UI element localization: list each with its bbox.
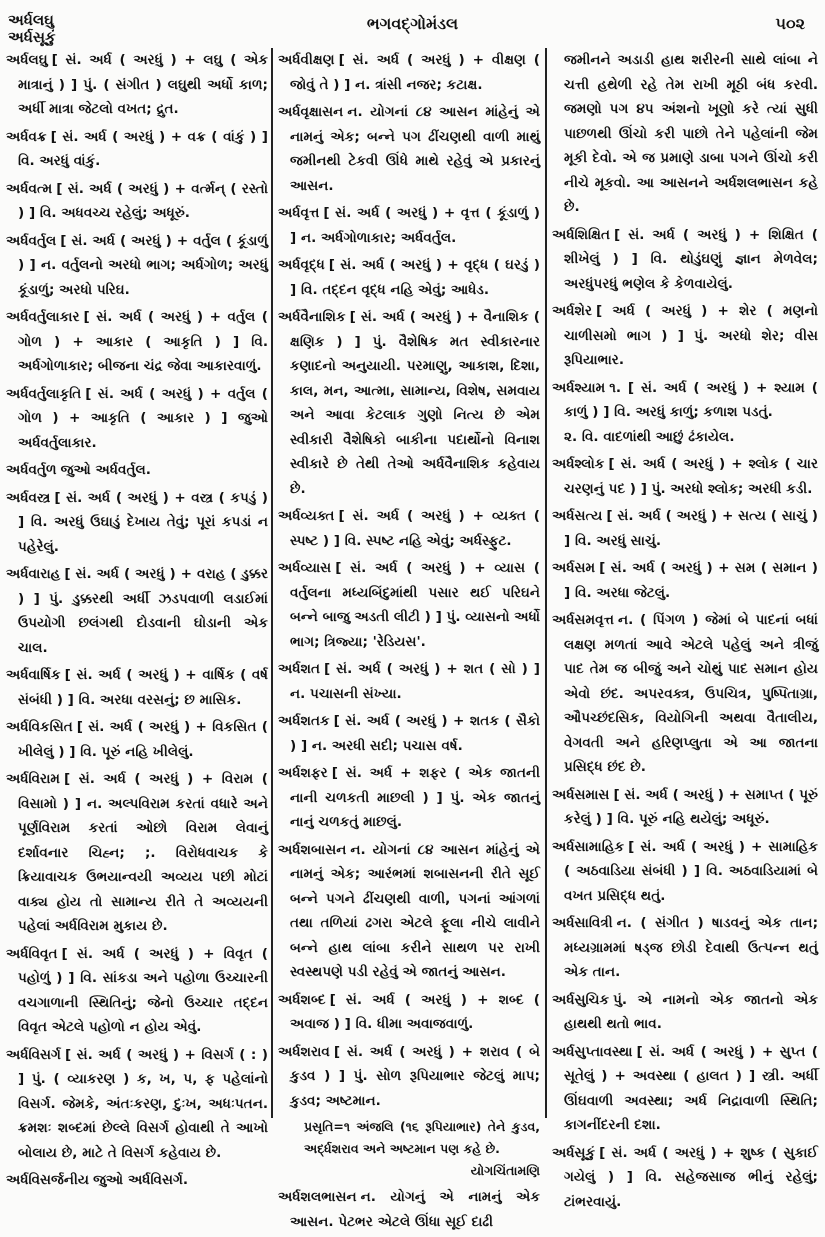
dictionary-entry <box>278 761 540 835</box>
entry-headword: અર્ધલઘુ <box>6 52 48 68</box>
entry-definition: ન. યોગનાં ૮૪ આસન માંહેનું એ નામનું એક; બન્ને પગ ઢીંચણથી વાળી માથું જમીનથી ટેકવી ઊંધે માથે રહેવું એ પ્રકારનું આસન. <box>290 104 540 194</box>
entry-headword: અર્ધસત્ય <box>552 508 603 524</box>
entry-definition: ન. ( પિંગળ ) જેમાં બે પાદનાં બધાં લક્ષણ મળતાં આવે એટલે પહેલું અને ત્રીજું પાદ તેમ જ બીજું અને ચોથું પાદ સમાન હોય એવો છંદ. અપરવક્ત્ર, ઉપચિત્ર, પુષ્પિતાગ્રા, ઔપચ્છંદસિક, વિયોગિની અથવા વૈતાલીય, વેગવતી અને હરિણપ્લુતા એ આ જાતના પ્રસિદ્ધ છંદ છે. <box>564 612 818 775</box>
entry-headword: અર્ધવસ્ત્ર <box>6 489 51 506</box>
dictionary-entry <box>278 48 540 97</box>
dictionary-entry <box>552 783 818 832</box>
entry-definition: [ સં. અર્ધ ( અરધું ) + સામાહિક ( અઠવાડિયા સંબંધી ) ] વિ. અઠવાડિયામાં બે વખત પ્રસિદ્ધ થતું. <box>564 838 818 904</box>
entry-definition: ૧. [ સં. અર્ધ ( અરધું ) + શ્યામ ( કાળું ) ] વિ. અરધું કાળું; કળાશ પડતું. <box>564 379 818 420</box>
entry-definition: [ સં. અર્ધ ( અરધું ) + સમાપ્ત ( પૂરું કરેલું ) ] વિ. પૂરું નહિ થયેલું; અધૂરું. <box>564 786 818 827</box>
entry-definition: [ સં. અર્ધ ( અરધું ) + શબ્દ ( અવાજ ) ] વિ. ધીમા અવાજવાળું. <box>290 991 540 1032</box>
entry-headword: અર્ધવૃદ્ધ <box>278 257 325 273</box>
entry-headword: અર્ધસુપ્તાવસ્થા <box>552 1043 633 1060</box>
entry-headword: અર્ધવર્તુલ <box>6 232 57 249</box>
entry-definition: [ સં. અર્ધ ( અરધું ) + વર્ત્મન્ ( રસ્તો ) ] વિ. અધવચ્ચ રહેલું; અધૂરું. <box>18 180 268 221</box>
column-divider <box>545 48 547 1118</box>
entry-definition: [ સં. અર્ધ ( અરધું ) + વીક્ષણ ( જોવું તે ) ] ન. ત્રાંસી નજર; કટાક્ષ. <box>290 52 540 93</box>
entry-headword: અર્ધવિકસિત <box>6 719 73 735</box>
dictionary-column-1 <box>6 48 268 1196</box>
entry-definition: [ સં. અર્ધ ( અરધું ) + વાર્ષિક ( વર્ષ સંબંધી ) ] વિ. અરધા વરસનું; છ માસિક. <box>18 667 268 708</box>
entry-definition: ન. યોગનું એ નામનું એક આસન. પેટભર એટલે ઊંધા સૂઈ દાઢી <box>290 1189 540 1230</box>
entry-headword: અર્ધસમાસ <box>552 786 610 803</box>
entry-headword: અર્ધવર્તુલાકાર <box>6 309 80 325</box>
entry-definition: [ સં. અર્ધ ( અરધું ) + સત્ય ( સાચું ) ] વિ. અરધું સાચું. <box>564 508 818 549</box>
dictionary-entry <box>552 223 818 297</box>
dictionary-entry <box>6 1168 268 1193</box>
dictionary-entry <box>278 556 540 654</box>
entry-definition: [ સં. અર્ધ ( અરધું ) + વક્ર ( વાંકું ) ] વિ. અરધું વાંકું. <box>18 128 268 169</box>
dictionary-entry <box>278 1040 540 1114</box>
entry-definition: [ સં. અર્ધ ( અરધું ) + શતક ( સૈકો ) ] ન. અરધી સદી; પચાસ વર્ષ. <box>290 713 540 754</box>
entry-headword: અર્ધવત્મ <box>6 180 53 197</box>
entry-definition: [ સં. અર્ધ ( અરધું ) + વરાહ ( ડુક્કર ) ] પું. ડુક્કરથી અર્ધી ઝડપવાળી લડાઈમાં ઉપયોગી છલંગથી દોડવાની ઘોડાની એક ચાલ. <box>18 566 268 656</box>
dictionary-entry <box>552 376 818 450</box>
entry-headword: અર્ધવિસર્ગ <box>6 1046 61 1063</box>
entry-definition: [ સં. અર્ધ ( અરધું ) + સમ ( સમાન ) ] વિ. અરધા જેટલું. <box>564 560 818 601</box>
dictionary-entry <box>552 504 818 553</box>
entry-headword: અર્ધશરાવ <box>278 1043 330 1060</box>
entry-headword: અર્ધવૃક્ષાસન <box>278 104 344 120</box>
entry-headword: અર્ધશલભાસન <box>278 1189 357 1205</box>
dictionary-entry <box>6 48 268 122</box>
entry-sense-2: ૨. વિ. વાદળાંથી આછું ઢંકાયેલ. <box>564 428 735 445</box>
book-title: ભગવદ્ગોમંડલ <box>366 14 459 33</box>
dictionary-entry <box>6 229 268 303</box>
dictionary-entry <box>278 838 540 985</box>
entry-definition: ન. યોગનાં ૮૪ આસન માંહેનું એ નામનું એક; આરંભમાં શબાસનની રીતે સૂઈ બન્ને પગને ઢીંચણથી વાળી, પગનાં આંગળાં તથા તળિયાં ઢગરા એટલે ફૂલા નીચે લાવીને બન્ને હાથ લાંબા કરીને સાથળ પર રાખી સ્વસ્થપણે પડી રહેવું એ જાતનું આસન. <box>290 841 540 980</box>
dictionary-entry <box>552 452 818 501</box>
dictionary-entry <box>6 305 268 379</box>
entry-headword: અર્ધવૃત્ત <box>278 205 320 221</box>
entry-definition: ન. ( સંગીત ) ષાડવનું એક તાન; મધ્યગ્રામમાં ષડ્જ છોડી દેવાથી ઉત્પન્ન થતું એક તાન. <box>564 915 818 980</box>
entry-headword: અર્ધવિવૃત <box>6 945 58 962</box>
entry-definition: [ સં. અર્ધ ( અરધું ) + વ્યાસ ( વર્તુલના મધ્યબિંદુમાંથી પસાર થઈ પરિઘને બન્ને બાજુ અડતી લીટી ) ] પું. વ્યાસનો અર્ધો ભાગ; ત્રિજ્યા; 'રેડિયસ'. <box>290 560 540 650</box>
entry-definition: [ સં. અર્ધ ( અરધું ) + વિસર્ગ ( : ) ] પું. ( વ્યાકરણ ) ક, ખ, પ, ફ પહેલાંનો વિસર્ગ. જેમકે, અંતઃકરણ, દુઃખ, અધઃપતન. ક્રમશઃ શબ્દમાં છેલ્લે વિસર્ગ હોવાથી તે આખો બોલાય છે, માટે તે વિસર્ગ કહેવાય છે. <box>18 1046 268 1161</box>
dictionary-entry <box>278 709 540 758</box>
dictionary-entry <box>278 305 540 501</box>
entry-definition: [ સં. અર્ધ ( અરધું ) + લઘુ ( એક માત્રાનું ) ] પું. ( સંગીત ) લઘુથી અર્ધો કાળ; અર્ધી માત્રા જેટલો વખત; દ્રુત. <box>18 52 268 117</box>
dictionary-entry <box>552 988 818 1037</box>
entry-headword: અર્ધશતક <box>278 713 330 729</box>
entry-definition: [ સં. અર્ધ ( અરધું ) + વૃદ્ધ ( ઘરડું ) ] વિ. તદ્દન વૃદ્ધ નહિ એવું; આધેડ. <box>290 257 540 298</box>
entry-headword: અર્ધશેર <box>552 303 593 319</box>
entry-definition: [ અર્ધ ( અરધું ) + શેર ( મણનો ચાળીસમો ભાગ ) ] પું. અરધો શેર; વીસ રૂપિયાભાર. <box>564 303 818 368</box>
column-divider <box>271 48 273 1118</box>
entry-headword: અર્ધવૈનાશિક <box>278 309 346 325</box>
citation-source: યોગચિંતામણિ <box>470 1163 540 1178</box>
entry-definition: [ સં. અર્ધ ( અરધું ) + વર્તુલ ( કૂંડાળું ) ] ન. વર્તુલનો અરધો ભાગ; અર્ધગોળ; અરધું કૂંડાળું; અરધો પરિઘ. <box>18 232 268 298</box>
dictionary-entry <box>6 458 268 483</box>
entry-definition: [ સં. અર્ધ + શફર ( એક જાતની નાની ચળકતી માછલી ) ] પું. એક જાતનું નાનું ચળકતું માછલું. <box>290 765 540 830</box>
entry-definition: [ સં. અર્ધ ( અરધું ) + વ્યક્ત ( સ્પષ્ટ ) ] વિ. સ્પષ્ટ નહિ એવું; અર્ધસ્ફુટ. <box>290 508 540 549</box>
dictionary-entry <box>6 663 268 712</box>
entry-definition: [ સં. અર્ધ ( અરધું ) + વિરામ ( વિસામો ) ] ન. અલ્પવિરામ કરતાં વધારે અને પૂર્ણવિરામ કરતાં ઓછો વિરામ લેવાનું દર્શાવનાર ચિહ્ન; ;. વિરોધવાચક કે ક્રિયાવાચક ઉભયાન્વયી અવ્યય પછી મોટાં વાક્ય હોય તો સામાન્ય રીતે તે અવ્યયની પહેલાં અર્ધવિરામ મુકાય છે. <box>18 771 268 934</box>
dictionary-entry <box>278 1185 540 1234</box>
entry-headword: અર્ધવારાહ <box>6 566 61 582</box>
dictionary-entry <box>552 608 818 780</box>
entry-headword: અર્ધશફર <box>278 765 328 781</box>
dictionary-entry <box>6 1043 268 1166</box>
entry-headword: અર્ધવર્તુળ <box>6 462 57 478</box>
entry-definition: જમીનને અડાડી હાથ શરીરની સાથે લાંબા ને ચત્તી હથેળી રહે તેમ રાખી મૂઠી બંધ કરવી. જમણો પગ ૪૫ અંશનો ખૂણો કરે ત્યાં સુધી પાછળથી ઊંચો કરી પાછો તેને પહેલાંની જેમ મૂકી દેવો. એ જ પ્રમાણે ડાબા પગને ઊંચો કરી નીચે મૂકવો. આ આસનને અર્ધશલભાસન કહે છે. <box>564 52 818 215</box>
entry-definition: [ સં. અર્ધ ( અરધું ) + વિકસિત ( ખીલેલું ) ] વિ. પૂરું નહિ ખીલેલું. <box>18 719 268 760</box>
entry-definition: જુઓ અર્ધવિસર્ગ. <box>93 1172 189 1188</box>
dictionary-entry <box>552 1040 818 1138</box>
entry-headword: અર્ધશ્લોક <box>552 456 605 472</box>
entry-headword: અર્ધસમ <box>552 560 596 576</box>
dictionary-entry <box>552 911 818 985</box>
entry-definition: [ સં. અર્ધ ( અરધું ) + શરાવ ( બે કુડવ ) ] પું. સોળ રૂપિયાભાર જેટલું માપ; કુડવ; અષ્ટમાન. <box>290 1043 540 1109</box>
entry-definition: [ સં. અર્ધ ( અરધું ) + શત ( સો ) ] ન. પચાસની સંખ્યા. <box>290 661 540 702</box>
citation-text: પ્રસૃતિ=૧ અંજલિ (૧૬ રૂપિયાભાર) તેને કુડવ, અર્દ્ધશરાવ અને અષ્ટમાન પણ કહે છે. <box>304 1119 540 1156</box>
entry-headword: અર્ધશબાસન <box>278 841 347 858</box>
dictionary-entry <box>6 486 268 560</box>
entry-headword: અર્ધવિસર્જનીય <box>6 1172 90 1188</box>
entry-definition: [ સં. અર્ધ ( અરધું ) + વર્તુલ ( ગોળ ) + આકાર ( આકૃતિ ) ] વિ. અર્ધગોળાકાર; બીજના ચંદ્ર જેવા આકારવાળું. <box>18 309 268 374</box>
entry-definition: [ સં. અર્ધ ( અરધું ) + શ્લોક ( ચાર ચરણનું પદ ) ] પું. અરધો શ્લોક; અરધી કડી. <box>564 456 818 497</box>
dictionary-column-3 <box>552 48 818 1217</box>
dictionary-entry <box>278 253 540 302</box>
entry-citation <box>278 1116 540 1182</box>
dictionary-entry <box>6 715 268 764</box>
entry-headword: અર્ધસુચિક <box>552 991 610 1008</box>
dictionary-entry <box>552 835 818 909</box>
dictionary-entry <box>6 942 268 1040</box>
dictionary-column-2 <box>278 48 540 1237</box>
dictionary-entry <box>278 988 540 1037</box>
entry-definition: જુઓ અર્ધવર્તુલ. <box>60 462 151 478</box>
entry-definition: [ સં. અર્ધ ( અરધું ) + વર્તુલ ( ગોળ ) + આકૃતિ ( આકાર ) ] જુઓ અર્ધવર્તુલાકાર. <box>18 385 268 451</box>
dictionary-entry <box>6 177 268 226</box>
page-header <box>0 8 825 52</box>
entry-headword: અર્ધવક્ર <box>6 128 47 145</box>
entry-headword: અર્ધસાવિત્રી <box>552 915 613 931</box>
entry-continuation <box>552 48 818 220</box>
entry-headword: અર્ધવ્યાસ <box>278 560 332 576</box>
dictionary-entry <box>6 382 268 456</box>
entry-definition: [ સં. અર્ધ ( અરધું ) + સુપ્ત ( સૂતેલું ) + અવસ્થા ( હાલત ) ] સ્ત્રી. અર્ધી ઊંઘવાળી અવસ્થા; અર્ધ નિદ્રાવાળી સ્થિતિ; કાગનીંદરની દશા. <box>564 1043 818 1133</box>
entry-headword: અર્ધવિરામ <box>6 771 60 787</box>
entry-headword: અર્ધવર્તુલાકૃતિ <box>6 385 82 402</box>
entry-definition: પું. એ નામનો એક જાતનો એક હાથથી થતો ભાવ. <box>564 991 818 1032</box>
entry-definition: [ સં. અર્ધ ( અરધું ) + શુષ્ક ( સુકાઈ ગયેલું ) ] વિ. સહેજસાજ ભીનું રહેલું; ટાંભરવાયું. <box>564 1144 818 1210</box>
entry-headword: અર્ધશ્યામ <box>552 379 606 396</box>
entry-headword: અર્ધશિક્ષિત <box>552 226 611 243</box>
entry-headword: અર્ધશબ્દ <box>278 991 326 1008</box>
entry-headword: અર્ધસામાહિક <box>552 838 625 855</box>
guide-word-last: અર્ધસૂકું <box>8 28 56 46</box>
dictionary-entry <box>6 562 268 660</box>
entry-definition: [ સં. અર્ધ ( અરધું ) + વિવૃત ( પહોળું ) ] વિ. સાંકડા અને પહોળા ઉચ્ચારની વચગાળાની સ્થિતિનું; જેનો ઉચ્ચાર તદ્દન વિવૃત એટલે પહોળો ન હોય એવું. <box>18 945 268 1035</box>
entry-definition: [ સં. અર્ધ ( અરધું ) + વૃત્ત ( કૂંડાળું ) ] ન. અર્ધગોળાકાર; અર્ધવર્તુલ. <box>290 205 540 246</box>
dictionary-entry <box>6 767 268 939</box>
dictionary-entry <box>278 504 540 553</box>
dictionary-entry <box>278 100 540 198</box>
entry-definition: [ સં. અર્ધ ( અરધું ) + શિક્ષિત ( શીખેલું ) ] વિ. થોડુંઘણું જ્ઞાન મેળવેલ; અરધુંપરધું ભણેલ કે કેળવાયેલું. <box>564 226 818 292</box>
dictionary-entry <box>552 556 818 605</box>
dictionary-entry <box>278 657 540 706</box>
entry-headword: અર્ધવ્યક્ત <box>278 508 335 524</box>
entry-headword: અર્ધવીક્ષણ <box>278 52 335 68</box>
entry-headword: અર્ધશત <box>278 661 320 677</box>
dictionary-entry <box>6 125 268 174</box>
entry-headword: અર્ધસૂકું <box>552 1144 596 1161</box>
entry-definition: [ સં. અર્ધ ( અરધું ) + વૈનાશિક ( ક્ષણિક ) ] પું. વૈશેષિક મત સ્વીકારનાર કણાદનો અનુયાયી. પરમાણુ, આકાશ, દિશા, કાલ, મન, આત્મા, સામાન્ય, વિશેષ, સમવાય અને આવા કેટલાક ગુણો નિત્ય છે એમ સ્વીકારી વૈશેષિકો બાકીના પદાર્થોનો વિનાશ સ્વીકારે છે તેથી તેઓ અર્ધવૈનાશિક કહેવાય છે. <box>290 309 540 497</box>
dictionary-entry <box>278 201 540 250</box>
entry-headword: અર્ધવાર્ષિક <box>6 667 61 683</box>
entry-definition: [ સં. અર્ધ ( અરધું ) + વસ્ત્ર ( કપડું ) ] વિ. અરધું ઉઘાડું દેખાય તેવું; પૂરાં કપડાં ન પહેરેલું. <box>18 489 268 555</box>
dictionary-entry <box>552 299 818 373</box>
entry-headword: અર્ધસમવૃત્ત <box>552 612 614 628</box>
guide-word-first: અર્ધલઘુ <box>8 11 54 29</box>
page-number: ૫૦૨ <box>775 14 805 33</box>
